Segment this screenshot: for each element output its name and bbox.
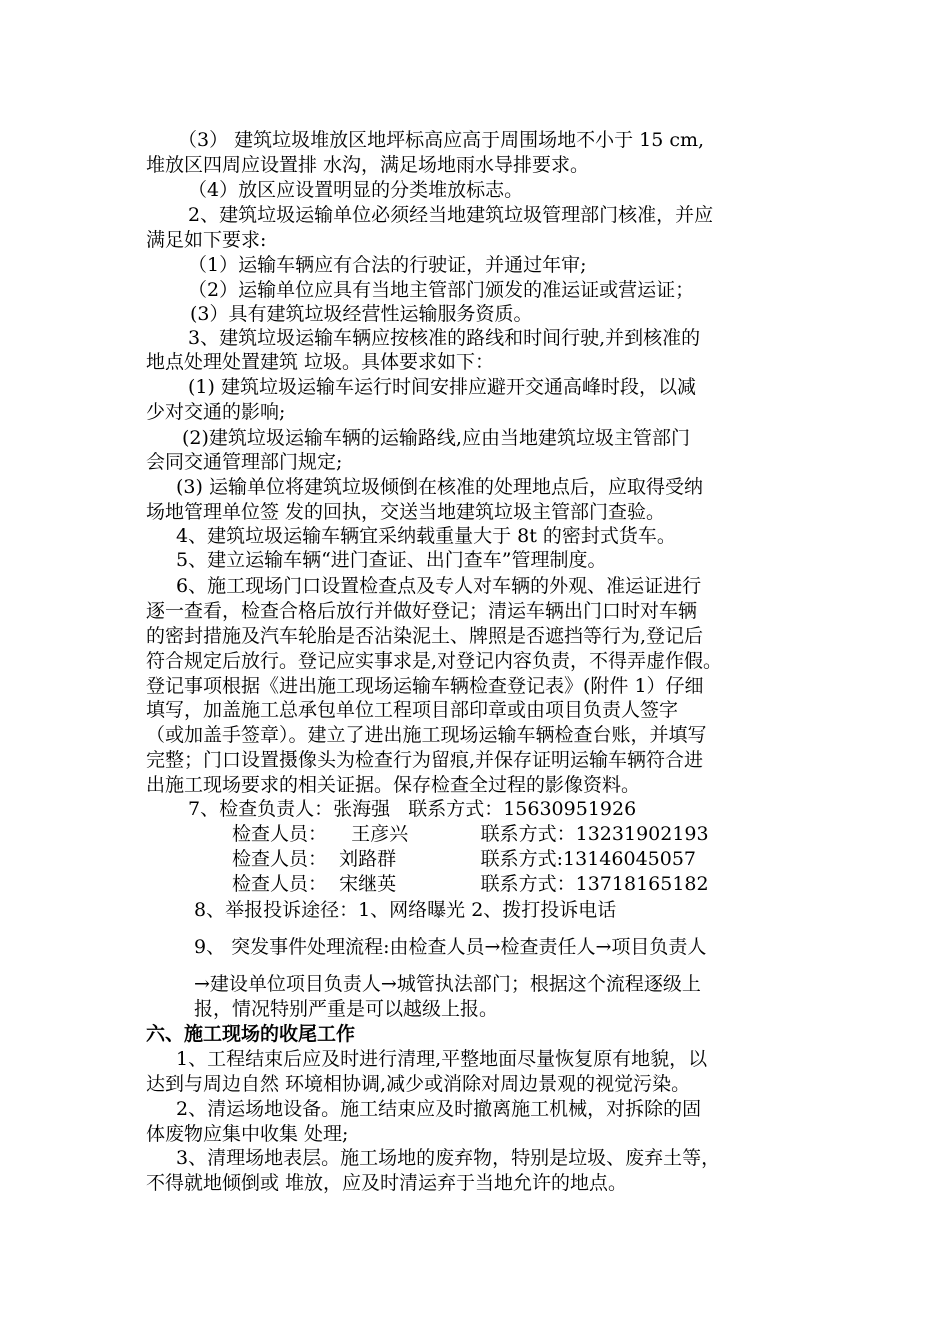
inspection-leader: 7、检查负责人：张海强 联系方式：15630951926	[188, 798, 637, 820]
text-line: 堆放区四周应设置排 水沟，满足场地雨水导排要求。	[146, 154, 590, 176]
text-line: 场地管理单位签 发的回执，交送当地建筑垃圾主管部门查验。	[146, 501, 666, 523]
text-line: →建设单位项目负责人→城管执法部门；根据这个流程逐级上	[194, 973, 701, 995]
text-line: 的密封措施及汽车轮胎是否沾染泥土、牌照是否遮挡等行为,登记后	[146, 625, 704, 647]
text-line: 符合规定后放行。登记应实事求是,对登记内容负责，不得弄虚作假。	[146, 650, 723, 672]
text-line: 2、清运场地设备。施工结束应及时撤离施工机械，对拆除的固	[176, 1098, 702, 1120]
text-line: 登记事项根据《进出施工现场运输车辆检查登记表》(附件 1）仔细	[146, 675, 704, 697]
text-line: 体废物应集中收集 处理;	[146, 1123, 349, 1145]
text-line: （3） 建筑垃圾堆放区地坪标高应高于周围场地不小于 15 cm,	[178, 129, 705, 151]
text-line: (3) 运输单位将建筑垃圾倾倒在核准的处理地点后，应取得受纳	[176, 476, 703, 498]
text-line: 4、建筑垃圾运输车辆宜采纳载重量大于 8t 的密封式货车。	[176, 525, 676, 547]
text-line: 逐一查看，检查合格后放行并做好登记；清运车辆出门口时对车辆	[146, 600, 698, 622]
text-line: 3、清理场地表层。施工场地的废弃物，特别是垃圾、废弃土等，	[176, 1147, 721, 1169]
inspector-line: 检查人员： 宋继英 联系方式：13718165182	[232, 873, 709, 895]
text-line: 3、建筑垃圾运输车辆应按核准的路线和时间行驶,并到核准的	[188, 327, 701, 349]
section-heading: 六、施工现场的收尾工作	[146, 1023, 356, 1045]
inspector-line: 检查人员： 王彦兴 联系方式：13231902193	[232, 823, 709, 845]
text-line: 少对交通的影响;	[146, 401, 286, 423]
text-line: 填写，加盖施工总承包单位工程项目部印章或由项目负责人签字	[146, 699, 679, 721]
text-line: 报，情况特别严重是可以越级上报。	[194, 998, 499, 1020]
text-line: (3）具有建筑垃圾经营性运输服务资质。	[190, 303, 533, 325]
text-line: 8、举报投诉途径：1、网络曝光 2、拨打投诉电话	[194, 899, 617, 921]
text-line: 2、建筑垃圾运输单位必须经当地建筑垃圾管理部门核准，并应	[188, 204, 714, 226]
text-line: （1）运输车辆应有合法的行驶证，并通过年审;	[188, 254, 587, 276]
text-line: 5、建立运输车辆“进门查证、出门查车”管理制度。	[176, 549, 607, 571]
text-line: 达到与周边自然 环境相协调,减少或消除对周边景观的视觉污染。	[146, 1073, 691, 1095]
text-line: 1、工程结束后应及时进行清理,平整地面尽量恢复原有地貌，以	[176, 1048, 708, 1070]
text-line: (2)建筑垃圾运输车辆的运输路线,应由当地建筑垃圾主管部门	[182, 427, 690, 449]
text-line: 满足如下要求:	[146, 229, 267, 251]
text-line: 6、施工现场门口设置检查点及专人对车辆的外观、准运证进行	[176, 575, 702, 597]
text-line: (1) 建筑垃圾运输车运行时间安排应避开交通高峰时段，以减	[188, 376, 696, 398]
text-line: （2）运输单位应具有当地主管部门颁发的准运证或营运证；	[188, 279, 695, 301]
inspector-line: 检查人员： 刘路群 联系方式:13146045057	[232, 848, 697, 870]
text-line: 出施工现场要求的相关证据。保存检查全过程的影像资料。	[146, 774, 641, 796]
text-line: 完整；门口设置摄像头为检查行为留痕,并保存证明运输车辆符合进	[146, 749, 704, 771]
text-line: （或加盖手签章）。建立了进出施工现场运输车辆检查台账，并填写	[146, 724, 707, 746]
text-line: 地点处理处置建筑 垃圾。具体要求如下：	[146, 351, 495, 373]
text-line: （4）放区应设置明显的分类堆放标志。	[188, 179, 524, 201]
text-line: 会同交通管理部门规定;	[146, 451, 343, 473]
text-line: 9、 突发事件处理流程:由检查人员→检查责任人→项目负责人	[194, 936, 707, 958]
text-line: 不得就地倾倒或 堆放，应及时清运弃于当地允许的地点。	[146, 1172, 628, 1194]
